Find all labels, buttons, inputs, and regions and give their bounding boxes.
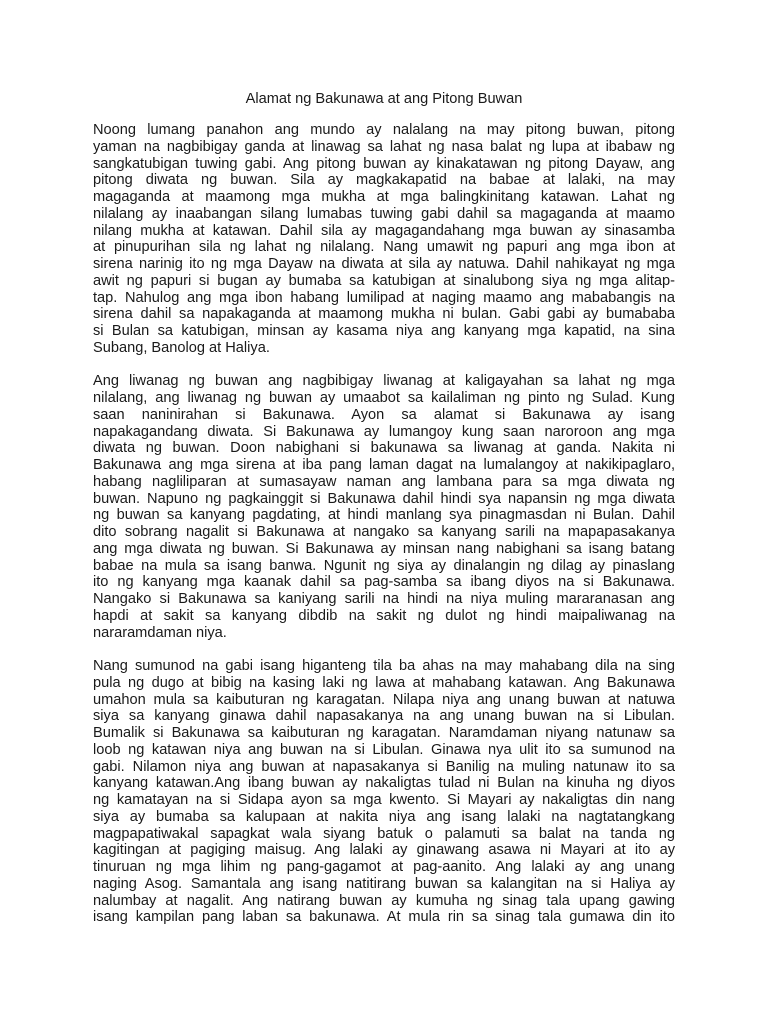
text-line: ito ng kanyang mga kaanak dahil sa pag-samba sa ibang diyos na si Bakunawa. [93,574,675,591]
text-line: sirena dahil sa napakaganda at maamong mukha ni bulan. Gabi gabi ay bumababa [93,306,675,323]
text-line: naging Asog. Samantala ang isang natitirang buwan sa kalangitan na si Haliya ay [93,875,675,892]
text-line: ng buwan sa kanyang pagdating, at hindi manlang sya pinagmasdan ni Bulan. Dahil [93,507,675,524]
text-line: pula ng dugo at bibig na kasing laki ng lawa at mahabang katawan. Ang Bakunawa [93,674,675,691]
text-line: Noong lumang panahon ang mundo ay nalalang na may pitong buwan, pitong [93,122,675,138]
text-line: napakagandang diwata. Si Bakunawa ay lumangoy kung saan naroroon ang mga [93,423,675,440]
text-line: ng kamatayan na si Sidapa ayon sa mga kwento. Si Mayari ay nakaligtas din nang [93,792,675,808]
text-line: yaman na nagbibigay ganda at linawag sa lahat ng nasa balat ng lupa at ibabaw ng [93,138,675,155]
document-title: Alamat ng Bakunawa at ang Pitong Buwan [245,91,523,107]
text-line: siya ay bumaba sa kalupaan at nakita niya ang isang lalaki na nagtatangkang [93,808,675,825]
text-line: loob ng katawan niya ang buwan na si Libulan. Ginawa nya ulit ito sa sumunod na [93,741,675,758]
text-line: magaganda at maamong mga mukha at mga balingkinitang katawan. Lahat ng [93,189,675,205]
text-line: hapdi at sakit sa kanyang dibdib na sakit ng dulot ng hindi maipaliwanag na [93,607,675,624]
text-line: Bumalik si Bakunawa sa kaibuturan ng karagatan. Naramdaman niyang natunaw sa [93,725,675,741]
paragraph [93,658,675,926]
text-line: magpapatiwakal sapagkat wala siyang batuk o palamuti sa balat na tanda ng [93,825,675,842]
text-line: si Bulan sa katubigan, minsan ay kasama niya ang kanyang mga kapatid, na sina [93,323,675,339]
text-line: ang mga diwata ng buwan. Si Bakunawa ay minsan nang nabighani sa isang batang [93,540,675,557]
text-line: nararamdaman niya. [93,624,227,641]
text-line: sangkatubigan tuwing gabi. Ang pitong buwan ay kinakatawan ng pitong Dayaw, ang [93,155,675,172]
text-line: nilalang, ang liwanag ng buwan ay umaabot sa kailaliman ng pinto ng Sulad. Kung [93,390,675,406]
text-line: isang kampilan pang laban sa bakunawa. At mula rin sa sinag tala gumawa din ito [93,909,675,926]
text-line: siya sa kanyang ginawa dahil napasakanya na ang unang buwan na si Libulan. [93,708,675,725]
text-line: Ang liwanag ng buwan ang nagbibigay liwanag at kaligayahan sa lahat ng mga [93,373,675,390]
document-body [93,122,675,943]
text-line: Nangako si Bakunawa sa kaniyang sarili na hindi na niya muling mararanasan ang [93,591,675,607]
text-line: babae na mula sa isang banwa. Ngunit ng siya ay dinalangin ng dilag ay pinaslang [93,557,675,574]
text-line: pitong diwata ng buwan. Sila ay magkakapatid na babae at lalaki, na may [93,172,675,189]
paragraph [93,122,675,357]
paragraph [93,373,675,641]
text-line: awit ng papuri si bugan ay bumaba sa katubigan at sinalubong siya ng mga alitap- [93,272,675,289]
text-line: nalumbay at nagalit. Ang natirang buwan ay kumuha ng sinag tala upang gawing [93,892,675,909]
text-line: diwata ng buwan. Doon nabighani si bakunawa sa liwanag at ganda. Nakita ni [93,440,675,457]
text-line: saan naninirahan si Bakunawa. Ayon sa alamat si Bakunawa ay isang [93,406,675,423]
text-line: nilang mukha at katawan. Dahil sila ay magagandahang mga buwan ay sinasamba [93,222,675,239]
text-line: umahon mula sa kaibuturan ng karagatan. Nilapa niya ang unang buwan at natuwa [93,691,675,708]
text-line: tap. Nahulog ang mga ibon habang lumilipad at naging maamo ang mababangis na [93,289,675,306]
text-line: at pinupurihan sila ng lahat ng nilalang. Nang umawit ng papuri ang mga ibon at [93,239,675,256]
text-line: kagitingan at pagiging maisug. Ang lalaki ay ginawang asawa ni Mayari at ito ay [93,842,675,859]
text-line: tinuruan ng mga lihim ng pang-gagamot at pag-aanito. Ang lalaki ay ang unang [93,859,675,875]
text-line: Bakunawa ang mga sirena at iba pang laman dagat na lumalangoy at nakikipaglaro, [93,457,675,473]
text-line: kanyang katawan.Ang ibang buwan ay nakaligtas tulad ni Bulan na kinuha ng diyos [93,775,675,792]
text-line: habang nagliliparan at sumasayaw naman ang lambana para sa mga diwata ng [93,473,675,490]
text-line: buwan. Napuno ng pagkainggit si Bakunawa dahil hindi sya napansin ng mga diwata [93,490,675,507]
text-line: dito sobrang nagalit si Bakunawa at nangako sa kanyang sarili na mapapasakanya [93,524,675,540]
text-line: sirena narinig ito ng mga Dayaw na diwata at sila ay natuwa. Dahil nahikayat ng mga [93,256,675,272]
text-line: Nang sumunod na gabi isang higanteng tila ba ahas na may mahabang dila na sing [93,658,675,674]
text-line: nilalang ay inaabangan silang lumabas tuwing gabi dahil sa magaganda at maamo [93,205,675,222]
text-line: gabi. Nilamon niya ang buwan at napasakanya si Banilig na muling natunaw ito sa [93,758,675,775]
text-line: Subang, Banolog at Haliya. [93,339,270,356]
